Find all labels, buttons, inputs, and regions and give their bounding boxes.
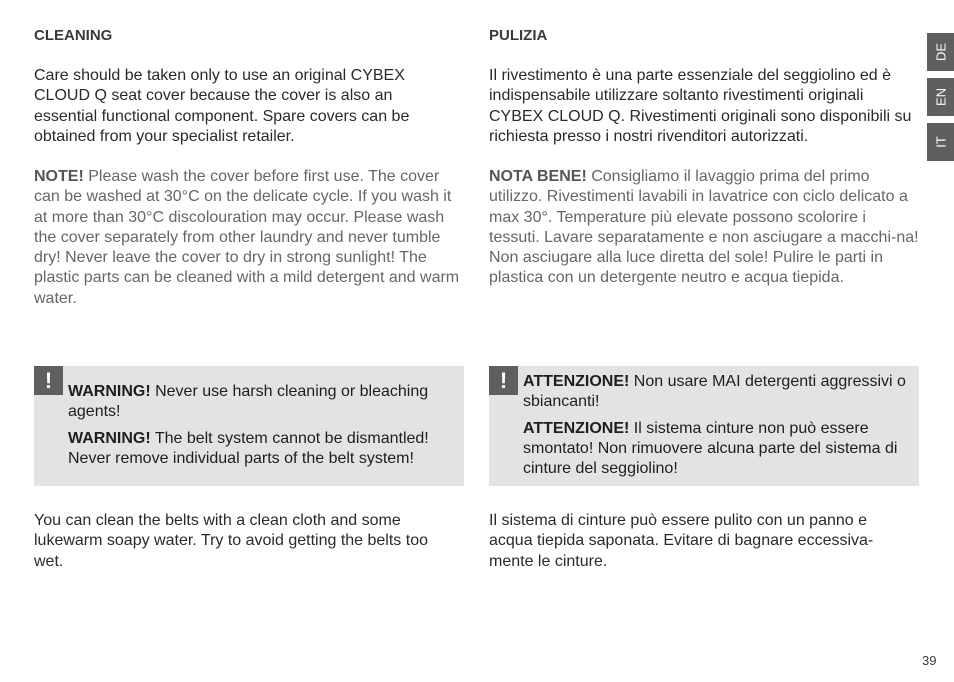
exclamation-icon: ! bbox=[489, 366, 518, 395]
language-tabs bbox=[927, 33, 954, 168]
note-label: NOTE! bbox=[34, 168, 84, 185]
warning-text bbox=[68, 382, 456, 475]
exclamation-icon: ! bbox=[34, 366, 63, 395]
intro-paragraph: Care should be taken only to use an original CYBEX CLOUD Q seat cover because the cover is also an essential functional component. Spare covers can be obtained from your specialist retailer. bbox=[34, 67, 410, 145]
belts-paragraph: You can clean the belts with a clean cloth and some lukewarm soapy water. Try to avoid getting the belts too wet. bbox=[34, 512, 428, 570]
note-paragraph bbox=[489, 167, 919, 289]
tab-label: EN bbox=[933, 87, 948, 107]
intro-paragraph: Il rivestimento è una parte essenziale del seggiolino ed è indispensabile utilizzare soltanto rivestimenti originali CYBEX CLOUD Q. Rivestimenti originali sono disponibili su richiesta presso i nostri rivenditori autorizzati. bbox=[489, 67, 912, 145]
note-label: NOTA BENE! bbox=[489, 168, 587, 185]
warning-message: Il sistema cinture non può essere smontato! Non rimuovere alcuna parte del sistema di cinture del seggiolino! bbox=[523, 419, 898, 478]
warning-label: WARNING! bbox=[68, 429, 151, 447]
warning-label: ATTENZIONE! bbox=[523, 373, 630, 390]
tab-label: DE bbox=[933, 42, 948, 62]
note-paragraph bbox=[34, 167, 462, 309]
tab-de[interactable] bbox=[927, 33, 954, 71]
warning-text bbox=[523, 372, 911, 485]
warning-message: Non usare MAI detergenti aggressivi o sbiancanti! bbox=[523, 373, 906, 411]
section-heading: CLEANING bbox=[34, 27, 113, 44]
belts-paragraph: Il sistema di cinture può essere pulito con un panno e acqua tiepida saponata. Evitare di bagnare eccessiva-mente le cinture. bbox=[489, 512, 874, 570]
warning-box bbox=[489, 366, 919, 486]
section-heading: PULIZIA bbox=[489, 27, 548, 44]
warning-item bbox=[68, 382, 456, 423]
note-text: Please wash the cover before first use. The cover can be washed at 30°C on the delicate cycle. If you wash it at more than 30°C discolouration may occur. Please wash the cover separately from other laundry and never tumble dry! Never leave the cover to dry in strong sunlight! The plastic parts can be cleaned with a mild detergent and warm water. bbox=[34, 168, 460, 307]
note-text: Consigliamo il lavaggio prima del primo utilizzo. Rivestimenti lavabili in lavatrice con ciclo delicato a max 30°. Temperature più elevate possono scolorire i tessuti. Lavare separatamente e non asciugare a macchi-na! Non asciugare alla luce diretta del sole! Pulire le parti in plastica con un detergente neutro e acqua tiepida. bbox=[489, 168, 919, 287]
tab-en[interactable] bbox=[927, 78, 954, 116]
page-number: 39 bbox=[922, 653, 937, 668]
tab-it[interactable] bbox=[927, 123, 954, 161]
warning-item bbox=[523, 419, 911, 480]
warning-label: WARNING! bbox=[68, 383, 151, 400]
warning-item bbox=[523, 372, 911, 413]
warning-message: The belt system cannot be dismantled! Never remove individual parts of the belt system! bbox=[68, 429, 429, 467]
warning-box bbox=[34, 366, 464, 486]
warning-label: ATTENZIONE! bbox=[523, 419, 630, 437]
warning-message: Never use harsh cleaning or bleaching agents! bbox=[68, 383, 429, 421]
tab-label: IT bbox=[933, 136, 948, 148]
warning-item bbox=[68, 429, 456, 470]
